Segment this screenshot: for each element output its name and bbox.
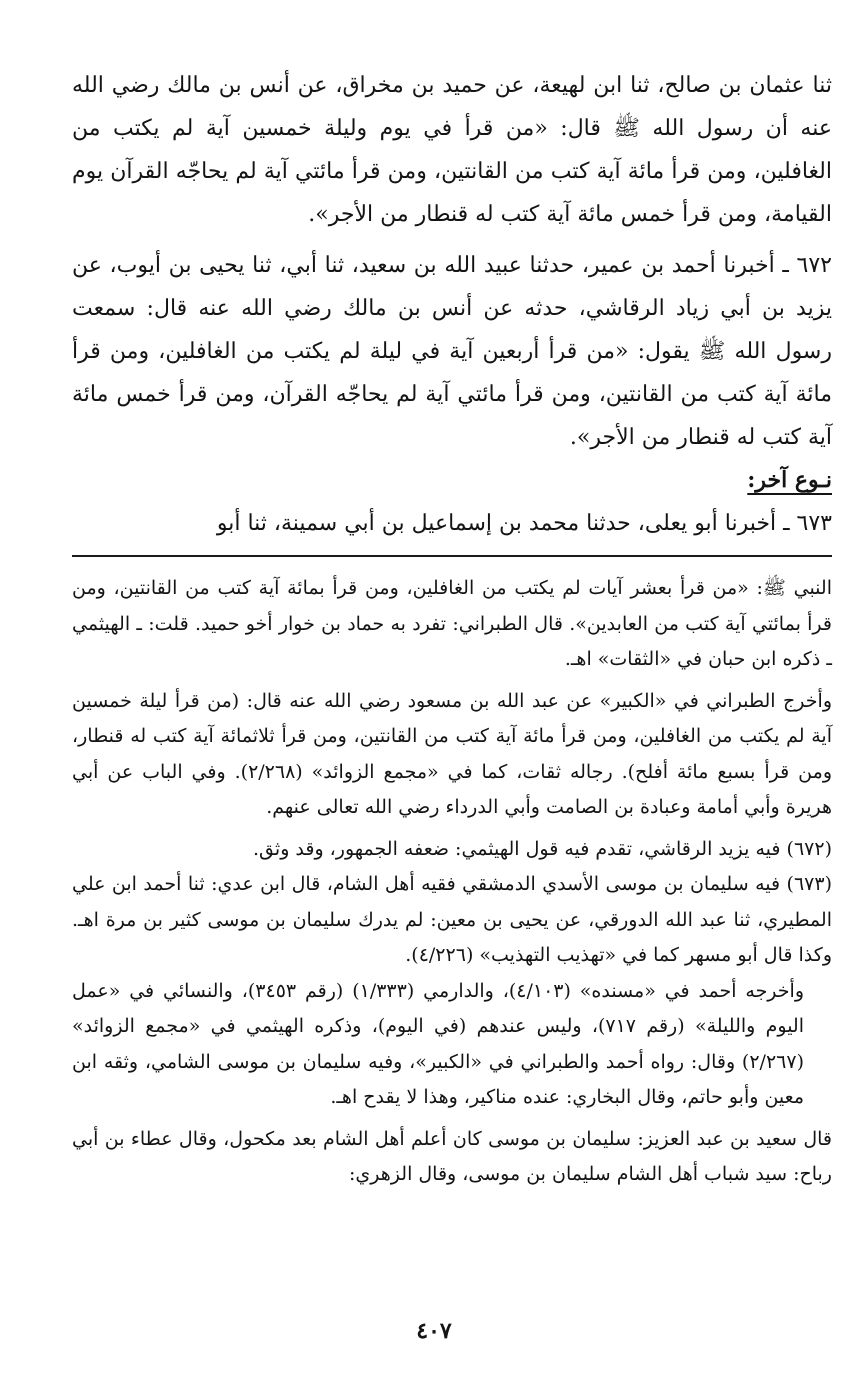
section-heading: نـوع آخر: [747, 467, 832, 493]
footnote-divider [72, 555, 832, 557]
main-text [72, 64, 832, 545]
footnote-673: (٦٧٣) فيه سليمان بن موسى الأسدي الدمشقي فقيه أهل الشام، قال ابن عدي: ثنا أحمد ابن علي المطيري، ثنا عبد الله الدورقي، عن يحيى بن معين: لم يدرك سليمان بن موسى كثير بن مرة اهـ. وكذا قال أبو مسهر كما في «تهذيب التهذيب» (٤/٢٢٦). [72, 873, 832, 966]
footnote-673-comments: قال سعيد بن عبد العزيز: سليمان بن موسى كان أعلم أهل الشام بعد مكحول، وقال عطاء بن أبي رباح: سيد شباب أهل الشام سليمان بن موسى، وقال الزهري: [72, 1127, 832, 1185]
main-paragraph-continued: ثنا عثمان بن صالح، ثنا ابن لهيعة، عن حميد بن مخراق، عن أنس بن مالك رضي الله عنه أن رسول الله ﷺ قال: «من قرأ في يوم وليلة خمسين آية لم يكتب من الغافلين، ومن قرأ مائة آية كتب من القانتين، ومن قرأ مائتي آية لم يحاجّه القرآن يوم القيامة، ومن قرأ خمس مائة آية كتب له قنطار من الأجر». [72, 73, 832, 227]
footnotes [72, 571, 832, 1193]
footnote-tabarani: وأخرج الطبراني في «الكبير» عن عبد الله بن مسعود رضي الله عنه قال: (من قرأ ليلة خمسين آية لم يكتب من الغافلين، ومن قرأ مائة آية كتب من القانتين، ومن قرأ ثلاثمائة آية كتب له قنطار، ومن قرأ بسبع مائة أفلح). رجاله ثقات، كما في «مجمع الزوائد» (٢/٢٦٨). وفي الباب عن أبي هريرة وأبي أمامة وعبادة بن الصامت وأبي الدرداء رضي الله تعالى عنهم. [72, 689, 832, 818]
footnote-continued: النبي ﷺ: «من قرأ بعشر آيات لم يكتب من الغافلين، ومن قرأ بمائة آية كتب من القانتين، ومن قرأ بمائتي آية كتب من العابدين». قال الطبراني: تفرد به حماد بن خوار أخو حميد. قلت: ـ الهيثمي ـ ذكره ابن حبان في «الثقات» اهـ. [72, 577, 832, 670]
hadith-673: ٦٧٣ ـ أخبرنا أبو يعلى، حدثنا محمد بن إسماعيل بن أبي سمينة، ثنا أبو [216, 511, 832, 536]
footnote-673-takhrij: وأخرجه أحمد في «مسنده» (٤/١٠٣)، والدارمي (١/٣٣٣) (رقم ٣٤٥٣)، والنسائي في «عمل اليوم والليلة» (رقم ٧١٧)، وليس عندهم (في اليوم)، وذكره الهيثمي في «مجمع الزوائد» (٢/٢٦٧) وقال: رواه أحمد والطبراني في «الكبير»، وفيه سليمان بن موسى الشامي، وثقه ابن معين وأبو حاتم، وقال البخاري: عنده مناكير، وهذا لا يقدح اهـ. [72, 979, 804, 1108]
book-page [72, 64, 832, 1193]
page-number: ٤٠٧ [416, 1318, 452, 1344]
footnote-672: (٦٧٢) فيه يزيد الرقاشي، تقدم فيه قول الهيثمي: ضعفه الجمهور، وقد وثق. [253, 837, 832, 860]
hadith-672: ٦٧٢ ـ أخبرنا أحمد بن عمير، حدثنا عبيد الله بن سعيد، ثنا أبي، ثنا يحيى بن أيوب، عن يزيد بن أبي زياد الرقاشي، حدثه عن أنس بن مالك رضي الله عنه قال: سمعت رسول الله ﷺ يقول: «من قرأ أربعين آية في ليلة لم يكتب من الغافلين، ومن قرأ مائة آية كتب من القانتين، ومن قرأ مائتي آية لم يحاجّه القرآن، ومن قرأ خمس مائة آية كتب له قنطار من الأجر». [72, 253, 832, 450]
